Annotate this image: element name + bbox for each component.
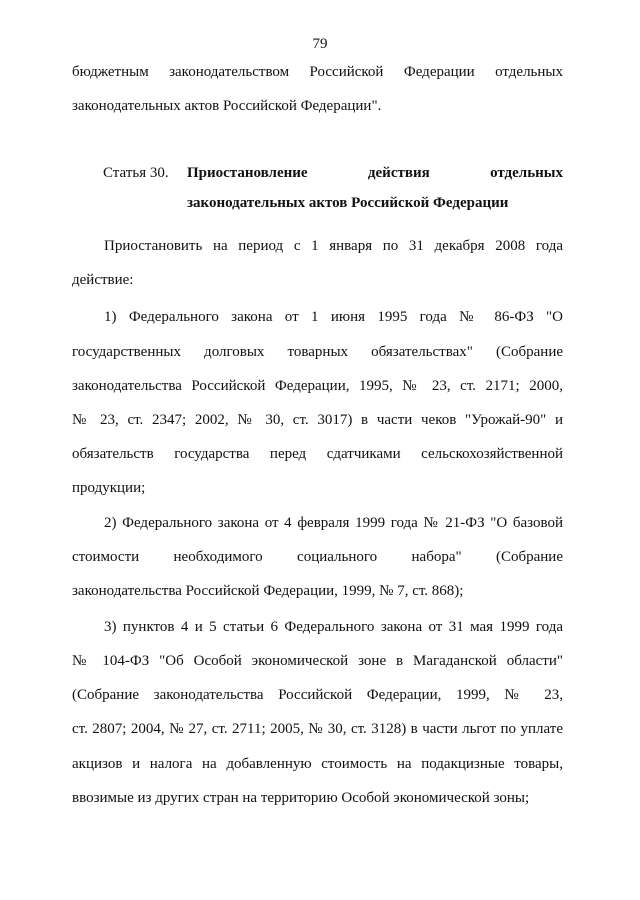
item-1-line-3: законодательства Российской Федерации, 1995, № 23, ст. 2171; 2000, <box>72 378 563 394</box>
intro-line-1: бюджетным законодательством Российской Федерации отдельных <box>72 64 563 80</box>
item-3-line-4: ст. 2807; 2004, № 27, ст. 2711; 2005, № 30, ст. 3128) в части льгот по уплате <box>72 721 563 737</box>
article-title-line-2: законодательных актов Российской Федерации <box>187 195 509 211</box>
paragraph-1-line-2: действие: <box>72 272 134 288</box>
item-1-line-5: обязательств государства перед сдатчиками сельскохозяйственной <box>72 446 563 462</box>
item-3-line-3: (Собрание законодательства Российской Федерации, 1999, № 23, <box>72 687 563 703</box>
intro-line-2: законодательных актов Российской Федерации". <box>72 98 382 114</box>
article-label: Статья 30. <box>103 165 169 181</box>
article-title-line-1: Приостановление действия отдельных <box>187 165 563 181</box>
paragraph-1-line-1: Приостановить на период с 1 января по 31 декабря 2008 года <box>104 238 563 254</box>
item-1-line-2: государственных долговых товарных обязательствах" (Собрание <box>72 344 563 360</box>
item-2-line-3: законодательства Российской Федерации, 1999, № 7, ст. 868); <box>72 583 464 599</box>
page-number: 79 <box>312 36 328 52</box>
item-2-line-1: 2) Федерального закона от 4 февраля 1999 года № 21-ФЗ "О базовой <box>104 515 563 531</box>
article-title <box>187 158 563 218</box>
item-3-line-1: 3) пунктов 4 и 5 статьи 6 Федерального закона от 31 мая 1999 года <box>104 619 563 635</box>
item-3-line-2: № 104-ФЗ "Об Особой экономической зоне в Магаданской области" <box>72 653 563 669</box>
item-2-line-2: стоимости необходимого социального набора" (Собрание <box>72 549 563 565</box>
item-1-line-6: продукции; <box>72 480 146 496</box>
item-3-line-5: акцизов и налога на добавленную стоимость на подакцизные товары, <box>72 756 563 772</box>
item-1-line-1: 1) Федерального закона от 1 июня 1995 года № 86-ФЗ "О <box>104 309 563 325</box>
item-1-line-4: № 23, ст. 2347; 2002, № 30, ст. 3017) в части чеков "Урожай-90" и <box>72 412 563 428</box>
item-3-line-6: ввозимые из других стран на территорию Особой экономической зоны; <box>72 790 530 806</box>
